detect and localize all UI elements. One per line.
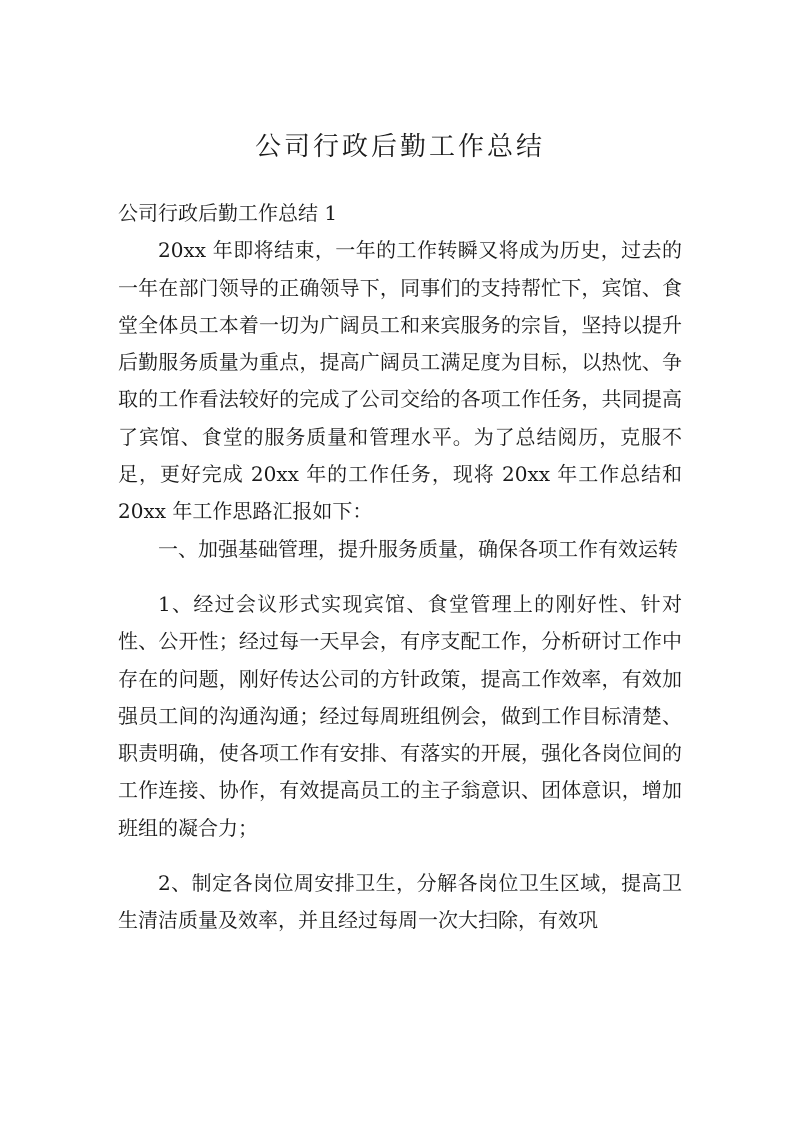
paragraph-section-one: 一、加强基础管理，提升服务质量，确保各项工作有效运转: [158, 536, 678, 561]
section-heading: 公司行政后勤工作总结 1: [118, 201, 338, 225]
paragraph-intro: 20xx 年即将结束，一年的工作转瞬又将成为历史，过去的一年在部门领导的正确领导下，同事们的支持帮忙下，宾馆、食堂全体员工本着一切为广阔员工和来宾服务的宗旨，坚持以提升后勤服务质量为重点，提高广阔员工满足度为目标，以热忱、争取的工作看法较好的完成了公司交给的各项工作任务，共同提高了宾馆、食堂的服务质量和管理水平。为了总结阅历，克服不足，更好完成 20xx 年的工作任务，现将 20xx 年工作总结和 20xx 年工作思路汇报如下：: [118, 238, 682, 524]
paragraph-item-one: 1、经过会议形式实现宾馆、食堂管理上的刚好性、针对性、公开性；经过每一天早会，有序支配工作，分析研讨工作中存在的问题，刚好传达公司的方针政策，提高工作效率，有效加强员工间的沟通沟通；经过每周班组例会，做到工作目标清楚、职责明确，使各项工作有安排、有落实的开展，强化各岗位间的工作连接、协作，有效提高员工的主子翁意识、团体意识，增加班组的凝合力；: [118, 591, 682, 840]
paragraph-item-two: 2、制定各岗位周安排卫生，分解各岗位卫生区域，提高卫生清洁质量及效率，并且经过每周一次大扫除，有效巩: [118, 871, 682, 933]
document-body: [118, 195, 682, 940]
document-title: 公司行政后勤工作总结: [254, 132, 545, 162]
